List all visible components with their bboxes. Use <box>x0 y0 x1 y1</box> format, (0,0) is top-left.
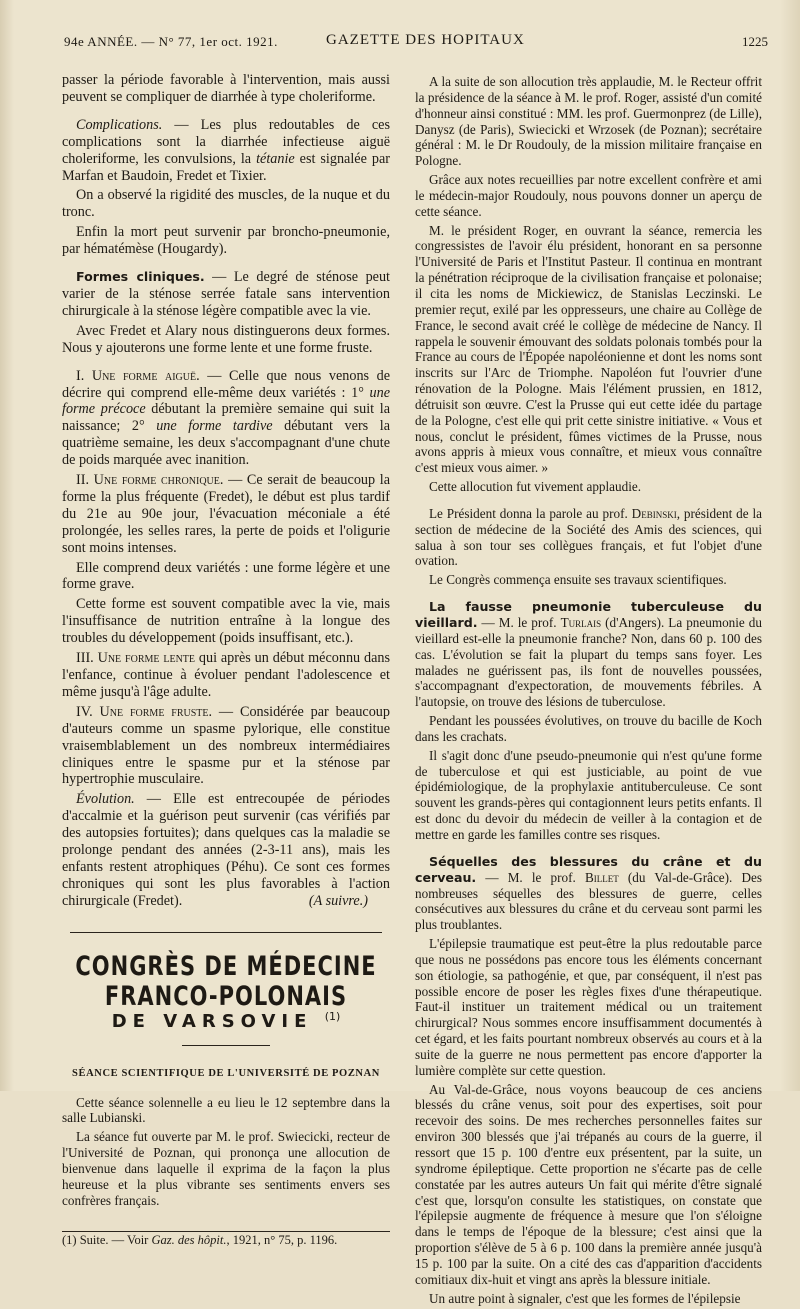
congress-title: CONGRÈS DE MÉDECINE FRANCO-POLONAIS <box>75 950 377 1011</box>
footnote-ref: (1) <box>324 1009 341 1023</box>
paragraph: Le Congrès commença ensuite ses travaux scientifiques. <box>429 572 727 588</box>
paragraph: Elle comprend deux variétés : une forme légère et une forme grave. <box>62 559 390 593</box>
page-header <box>64 30 768 52</box>
paragraph: Grâce aux notes recueillies par notre excellent confrère et ami le médecin-major Roudouly, nous pouvons donner un aperçu de cette séance. <box>415 172 762 219</box>
paragraph-complications: Complications. — Les plus redoutables de ces complications sont la diarrhée infectieuse aiguë choleriforme, les convulsions, la tétanie est signalée par Marfan et Baudoin, Fredet et Tixier. <box>62 116 390 184</box>
paragraph: Avec Fredet et Alary nous distinguerons deux formes. Nous y ajouterons une forme lente et une forme fruste. <box>62 322 390 356</box>
divider <box>182 1045 270 1046</box>
section-heading: Séquelles des blessures du crâne et du cerveau. <box>415 853 762 885</box>
divider <box>70 932 382 933</box>
congress-subtitle: DE VARSOVIE $^{(1)}$ <box>111 1009 341 1032</box>
paragraph: Cette forme est souvent compatible avec la vie, mais l'insuffisance de nutrition entraîne à la longue des troubles du développement (poids insuffisant, etc.). <box>62 596 390 647</box>
section-heading: Formes cliniques. <box>76 269 205 285</box>
paragraph: Cette allocution fut vivement applaudie. <box>429 479 642 495</box>
paragraph: passer la période favorable à l'intervention, mais aussi peuvent se compliquer de diarrhée à type choleriforme. <box>62 72 390 105</box>
paragraph: Au Val-de-Grâce, nous voyons beaucoup de ces anciens blessés du crâne venus, soit pour des expertises, soit pour recevoir des soins. De mes recherches personnelles faites sur environ 300 blessés que j'ai trépanés au cours de la guerre, il ressort que 15 p. 100 d'entre eux présentent, par la suite, un syndrome épileptique. Cette proportion ne s'écarte pas de celle constatée par les autres auteurs Un fait qui mérite d'être signalé c'est que, lorsqu'on consulte les statistiques, on constate que l'épilepsie augmente de fréquence à mesure que l'on s'éloigne dans le temps de l'époque de la blessure; c'est ainsi que la proportion s'élève de 5 à 6 p. 100 dans la première année jusqu'à 15 p. 100 par la suite. On a cité des cas d'apparition d'accidents comitiaux dix-huit et vingt ans après la blessure initiale. <box>415 1081 762 1287</box>
paragraph-evolution: Évolution. — Elle est entrecoupée de périodes d'accalmie et la guérison peut survenir (cas vérifiés par des autopsies fortuites); dans quelques cas la maladie se prolonge pendant des années (2-3-11 ans), mais les enfants restent atrophiques (Péhu). Ce sont ces formes chroniques qui sont les plus favorables à l'action chirurgicale (Fredet). (A suivre.) <box>62 791 390 909</box>
section-label: Complications. <box>76 116 163 133</box>
paragraph: Pendant les poussées évolutives, on trouve du bacille de Koch dans les crachats. <box>415 713 762 744</box>
paragraph-formes: Formes cliniques. — Le degré de sténose peut varier de la sténose serrée fatale sans intervention chirurgicale à la sténose légère compatible avec la vie. <box>62 269 390 319</box>
paragraph: Un autre point à signaler, c'est que les formes de l'épilepsie <box>429 1290 741 1306</box>
paragraph: L'épilepsie traumatique est peut-être la plus redoutable parce que nous ne possédons pas encore tous les éléments concernant son étiologie, sa pathogénie, et que, par conséquent, il n'est pas possible encore de poser les règles fixes d'une thérapeutique. Faut-il instituer un traitement médical ou un traitement chirurgical? Nous sommes encore insuffisamment documentés à cet égard, et les faits pourtant nombreux observés au cours et à la suite de la guerre ne nous permettent pas encore d'apporter la lumière complète sur cette question. <box>415 936 762 1078</box>
section-heading: La fausse pneumonie tuberculeuse du vieillard. <box>415 599 762 630</box>
paragraph: La séance fut ouverte par M. le prof. Swiecicki, recteur de l'Université de Poznan, qui prononça une allocution de bienvenue dans laquelle il exprima de la façon la plus heureuse et la plus vibrante ses sentiments envers ses confrères français. <box>62 1129 390 1208</box>
page-number: 1225 <box>742 34 768 49</box>
paragraph: Il s'agit donc d'une pseudo-pneumonie qui n'est qu'une forme de tuberculose et qui est justiciable, au point de vue épidémiologique, de la prophylaxie antituberculeuse. Ce sont souvent les grands-pères qui contagionnent leurs petits enfants. Il est donc du devoir du médecin de veiller à la contagion et de mettre en garde les familles contre ses risques. <box>415 747 762 842</box>
paragraph-forme-lente: III. Une forme lente qui après un début méconnu dans l'enfance, continue à évoluer pendant l'adolescence et même jusqu'à l'âge adulte. <box>62 650 391 700</box>
paragraph: A la suite de son allocution très applaudie, M. le Recteur offrit la présidence de la séance à M. le prof. Roger, assisté d'un comité d'honneur ainsi constitué : MM. les prof. Guermonprez (de Lille), Danysz (de Paris), Swiecicki et Wrzosek (de Poznan); secrétaire général : M. le Dr Roudouly, de la mission militaire française en Pologne. <box>415 74 762 169</box>
right-column <box>415 74 762 1309</box>
to-be-continued: (A suivre.) <box>308 892 368 909</box>
paragraph-sequelles: Séquelles des blessures du crâne et du cerveau. — M. le prof. Billet (du Val-de-Grâce). Des nombreuses séquelles des blessures de guerre, celles consécutives aux blessures du crâne et du cerveau sont parmi les plus troublantes. <box>415 853 762 933</box>
paragraph: Le Président donna la parole au prof. Debinski, président de la section de médecine de la Société des Amis des sciences, qui salua à son tour ses collègues français, et fut l'objet d'une ovation. <box>415 505 762 569</box>
footnote: (1) Suite. — Voir Gaz. des hôpit., 1921, n° 75, p. 1196. <box>62 1232 338 1247</box>
paragraph-forme-chronique: II. Une forme chronique. — Ce serait de beaucoup la forme la plus fréquente (Fredet), le début est plus tardif du 21e au 90e jour, l'évacuation méconiale a été prolongée, les selles rares, la perte de poids et l'oligurie sont moins intenses. <box>62 472 390 556</box>
session-title: SÉANCE SCIENTIFIQUE DE L'UNIVERSITÉ DE POZNAN <box>72 1067 380 1079</box>
left-column <box>62 72 390 1252</box>
paragraph: Cette séance solennelle a eu lieu le 12 septembre dans la salle Lubianski. <box>62 1094 390 1126</box>
paragraph-fausse-pneumonie: La fausse pneumonie tuberculeuse du vieillard. — M. le prof. Turlais (d'Angers). La pneumonie du vieillard est-elle la pneumonie franche? Non, dans 60 p. 100 des cas. L'évolution se fait la plupart du temps sans foyer. Les malades ne guérissent pas, ils font de nouvelles poussées, s'accompagnant d'expectoration, de mouvements fébriles. A l'autopsie, on trouve des lésions de tuberculose. <box>415 599 762 710</box>
journal-title: GAZETTE DES HOPITAUX <box>326 32 525 48</box>
paragraph: On a observé la rigidité des muscles, de la nuque et du tronc. <box>62 187 390 221</box>
paragraph-forme-aigue: I. Une forme aiguë. — Celle que nous venons de décrire qui comprend elle-même deux variétés : 1° une forme précoce débutant la première semaine qui suit la naissance; 2° une forme tardive débutant vers la quatrième semaine, les deux s'accompagnant d'une chute de poids marquée avec inanition. <box>62 367 391 469</box>
paragraph: Enfin la mort peut survenir par broncho-pneumonie, par hématémèse (Hougardy). <box>62 224 390 258</box>
paragraph-forme-fruste: IV. Une forme fruste. — Considérée par beaucoup d'auteurs comme un spasme pylorique, elle constitue vraisemblablement un des nombreux intermédiaires cliniques entre le spasme pur et la sténose par hypertrophie musculaire. <box>62 703 390 788</box>
issue-info: 94e ANNÉE. — N° 77, 1er oct. 1921. <box>64 34 278 49</box>
paragraph: M. le président Roger, en ouvrant la séance, remercia les congressistes de l'avoir élu président, honorant en sa personne l'Université de Paris et l'Institut Pasteur. Il continua en montrant la pénétration réciproque de la civilisation française et polonaise; il cita les noms de Mickiewicz, de Stanislas Leczinski. Le premier reçut, exilé par les oppresseurs, une chaire au Collège de France, le second avait créé le collège de médecine de Nancy. Il rappela le souvenir émouvant des soldats polonais tombés pour la France au cours de l'Épopée napoléonienne et dont les noms sont inscrits sur l'Arc de Triomphe. Napoléon fut l'ouvrier d'une rénovation de la Pologne. Mais l'élément prussien, en 1812, détruisit son œuvre. C'est la Prusse qui eut cette idée du partage de la Pologne, c'est elle qui prit cette sinistre initiative. « Vous et nous, conclut le président, fûmes victimes de la Prusse, nous avons appris à mieux vous connaître, et mieux vous connaître c'est mieux vous aimer. » <box>415 222 762 476</box>
